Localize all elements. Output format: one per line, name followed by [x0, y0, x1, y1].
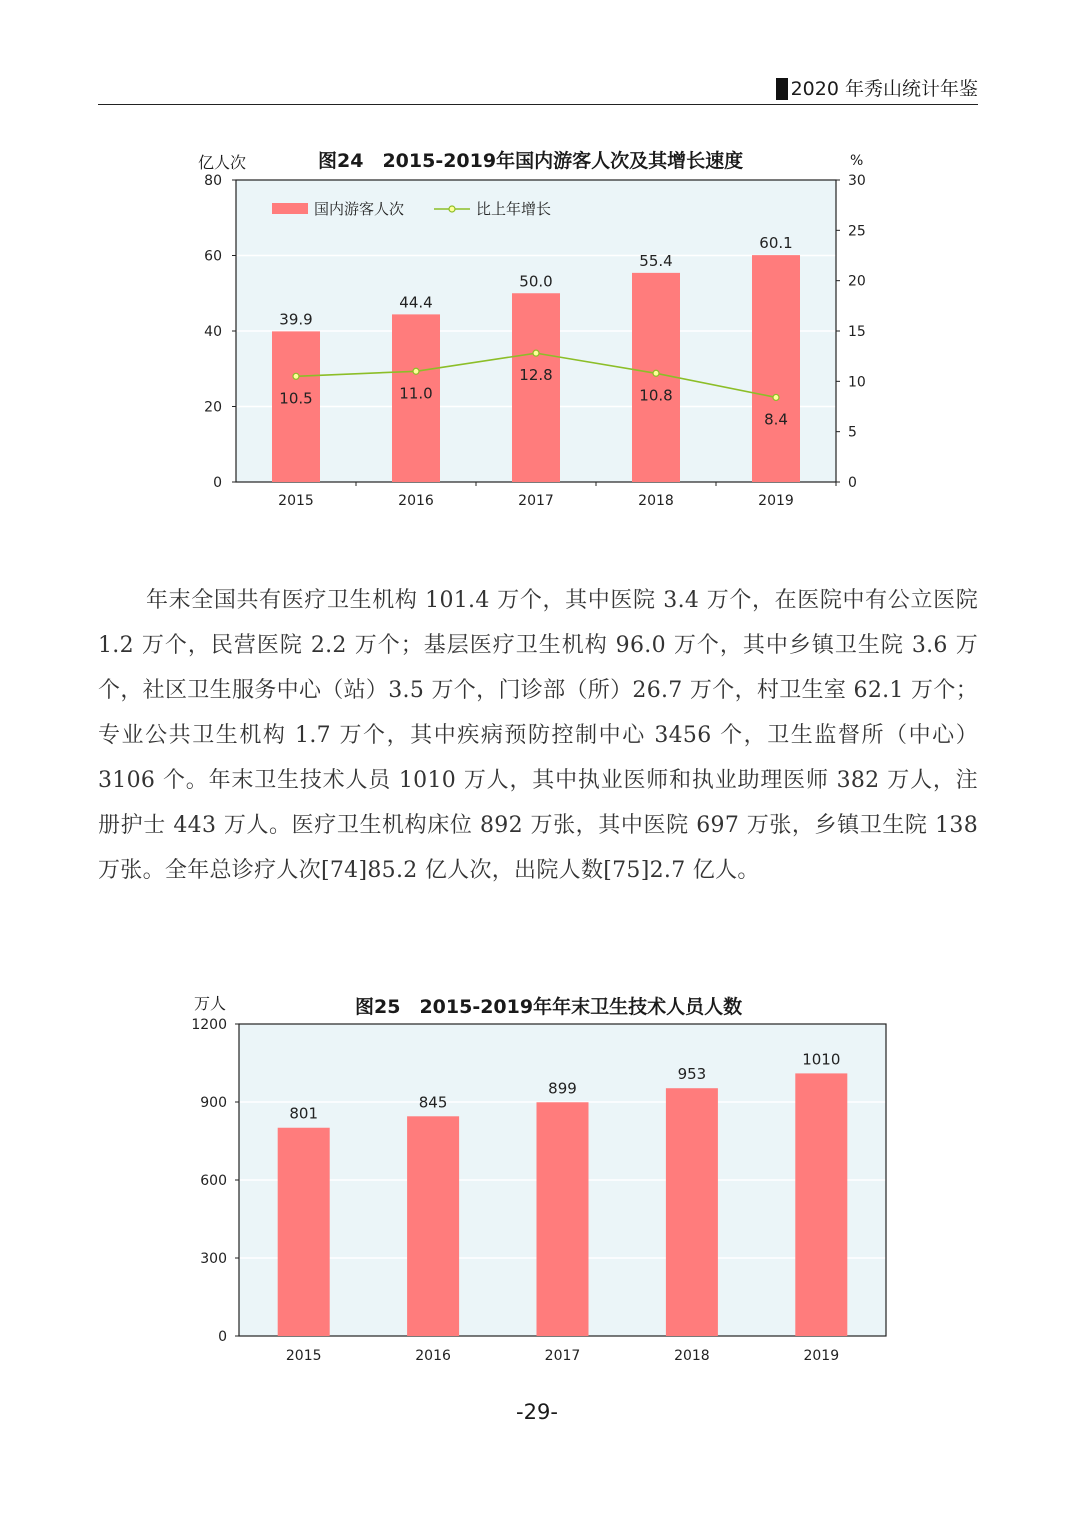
chart1-legend-line-marker	[449, 206, 455, 212]
chart1-bar-label: 50.0	[519, 272, 553, 291]
chart1-growth-label: 10.8	[639, 386, 673, 405]
chart1-right-tick-label: 10	[848, 374, 866, 391]
chart2-y-tick-label: 900	[200, 1095, 227, 1111]
chart1-x-tick-label: 2015	[278, 493, 314, 509]
body-paragraph	[98, 578, 978, 893]
chart1-legend-bar-label: 国内游客人次	[314, 200, 405, 218]
chart1-growth-point	[533, 350, 539, 356]
header-title: 2020 年秀山统计年鉴	[790, 78, 978, 100]
chart1-bar	[512, 293, 560, 482]
chart1-x-tick-label: 2018	[638, 493, 674, 509]
chart2-bar	[407, 1116, 459, 1336]
chart1-left-tick-label: 40	[204, 324, 222, 340]
chart1-right-tick-label: 15	[848, 324, 866, 340]
chart1-left-unit: 亿人次	[198, 153, 247, 172]
chart2-bar-label: 801	[289, 1104, 319, 1123]
chart1-right-tick-label: 30	[848, 173, 866, 189]
chart1-growth-label: 11.0	[399, 384, 433, 403]
chart2-y-tick-label: 300	[200, 1251, 227, 1267]
chart2-bar	[795, 1073, 847, 1336]
chart1	[0, 0, 1074, 560]
chart2-bar-label: 899	[548, 1079, 577, 1098]
chart1-right-tick-label: 25	[848, 223, 866, 240]
chart1-left-tick-label: 60	[204, 248, 222, 265]
page-number: -29-	[516, 1400, 558, 1424]
chart1-growth-point	[413, 368, 419, 374]
chart1-x-tick-label: 2017	[518, 493, 554, 509]
chart2-title: 图25 2015-2019年年末卫生技术人员人数	[355, 996, 743, 1018]
chart1-growth-label: 8.4	[764, 410, 788, 429]
chart1-bar-label: 60.1	[759, 234, 793, 253]
chart1-left-tick-label: 80	[204, 173, 222, 189]
chart2-x-tick-label: 2019	[803, 1348, 840, 1364]
chart2-bar-label: 1010	[802, 1050, 841, 1069]
chart1-bar-label: 55.4	[639, 251, 673, 270]
chart1-bar-label: 39.9	[279, 310, 313, 329]
chart2-x-tick-label: 2017	[544, 1348, 581, 1364]
chart2-y-tick-label: 0	[218, 1329, 227, 1345]
chart2-bar	[278, 1128, 330, 1336]
chart1-right-tick-label: 0	[848, 475, 857, 491]
chart2	[0, 1000, 1074, 1380]
chart1-legend-bar-swatch	[272, 203, 308, 214]
chart1-right-unit: %	[850, 153, 864, 169]
chart2-y-tick-label: 600	[200, 1173, 227, 1189]
chart1-growth-point	[773, 394, 779, 400]
chart1-x-tick-label: 2016	[398, 493, 434, 509]
chart1-legend-line-label: 比上年增长	[476, 200, 552, 218]
chart2-bar-label: 953	[677, 1065, 707, 1084]
chart1-growth-label: 12.8	[519, 366, 553, 385]
chart1-right-tick-label: 20	[848, 273, 866, 290]
chart2-bar	[666, 1088, 718, 1336]
chart1-right-tick-label: 5	[848, 424, 857, 441]
chart1-bar-label: 44.4	[399, 293, 433, 312]
chart2-bar-label: 845	[418, 1093, 448, 1112]
chart1-bar	[752, 255, 800, 482]
chart2-left-unit: 万人	[194, 994, 227, 1013]
chart1-left-tick-label: 0	[213, 475, 222, 491]
chart1-x-tick-label: 2019	[758, 493, 794, 509]
paragraph-text: 年末全国共有医疗卫生机构 101.4 万个，其中医院 3.4 万个，在医院中有公立医院 1.2 万个，民营医院 2.2 万个；基层医疗卫生机构 96.0 万个，其中乡镇卫生院 3.6 万个，社区卫生服务中心（站）3.5 万个，门诊部（所）26.7 万个，村卫生室 62.1 万个；专业公共卫生机构 1.7 万个，其中疾病预防控制中心 3456 个，卫生监督所（中心）3106 个。年末卫生技术人员 1010 万人，其中执业医师和执业助理医师 382 万人，注册护士 443 万人。医疗卫生机构床位 892 万张，其中医院 697 万张，乡镇卫生院 138 万张。全年总诊疗人次[74]85.2 亿人次，出院人数[75]2.7 亿人。	[98, 588, 978, 883]
chart1-title: 图24 2015-2019年国内游客人次及其增长速度	[318, 150, 744, 172]
chart1-growth-point	[653, 370, 659, 376]
chart2-x-tick-label: 2015	[285, 1348, 322, 1364]
chart2-y-tick-label: 1200	[191, 1017, 227, 1033]
chart1-growth-point	[293, 373, 299, 379]
chart2-x-tick-label: 2016	[415, 1348, 451, 1364]
chart2-bar	[537, 1102, 589, 1336]
chart1-left-tick-label: 20	[204, 399, 222, 416]
chart1-growth-label: 10.5	[279, 389, 313, 408]
chart2-x-tick-label: 2018	[674, 1348, 710, 1364]
